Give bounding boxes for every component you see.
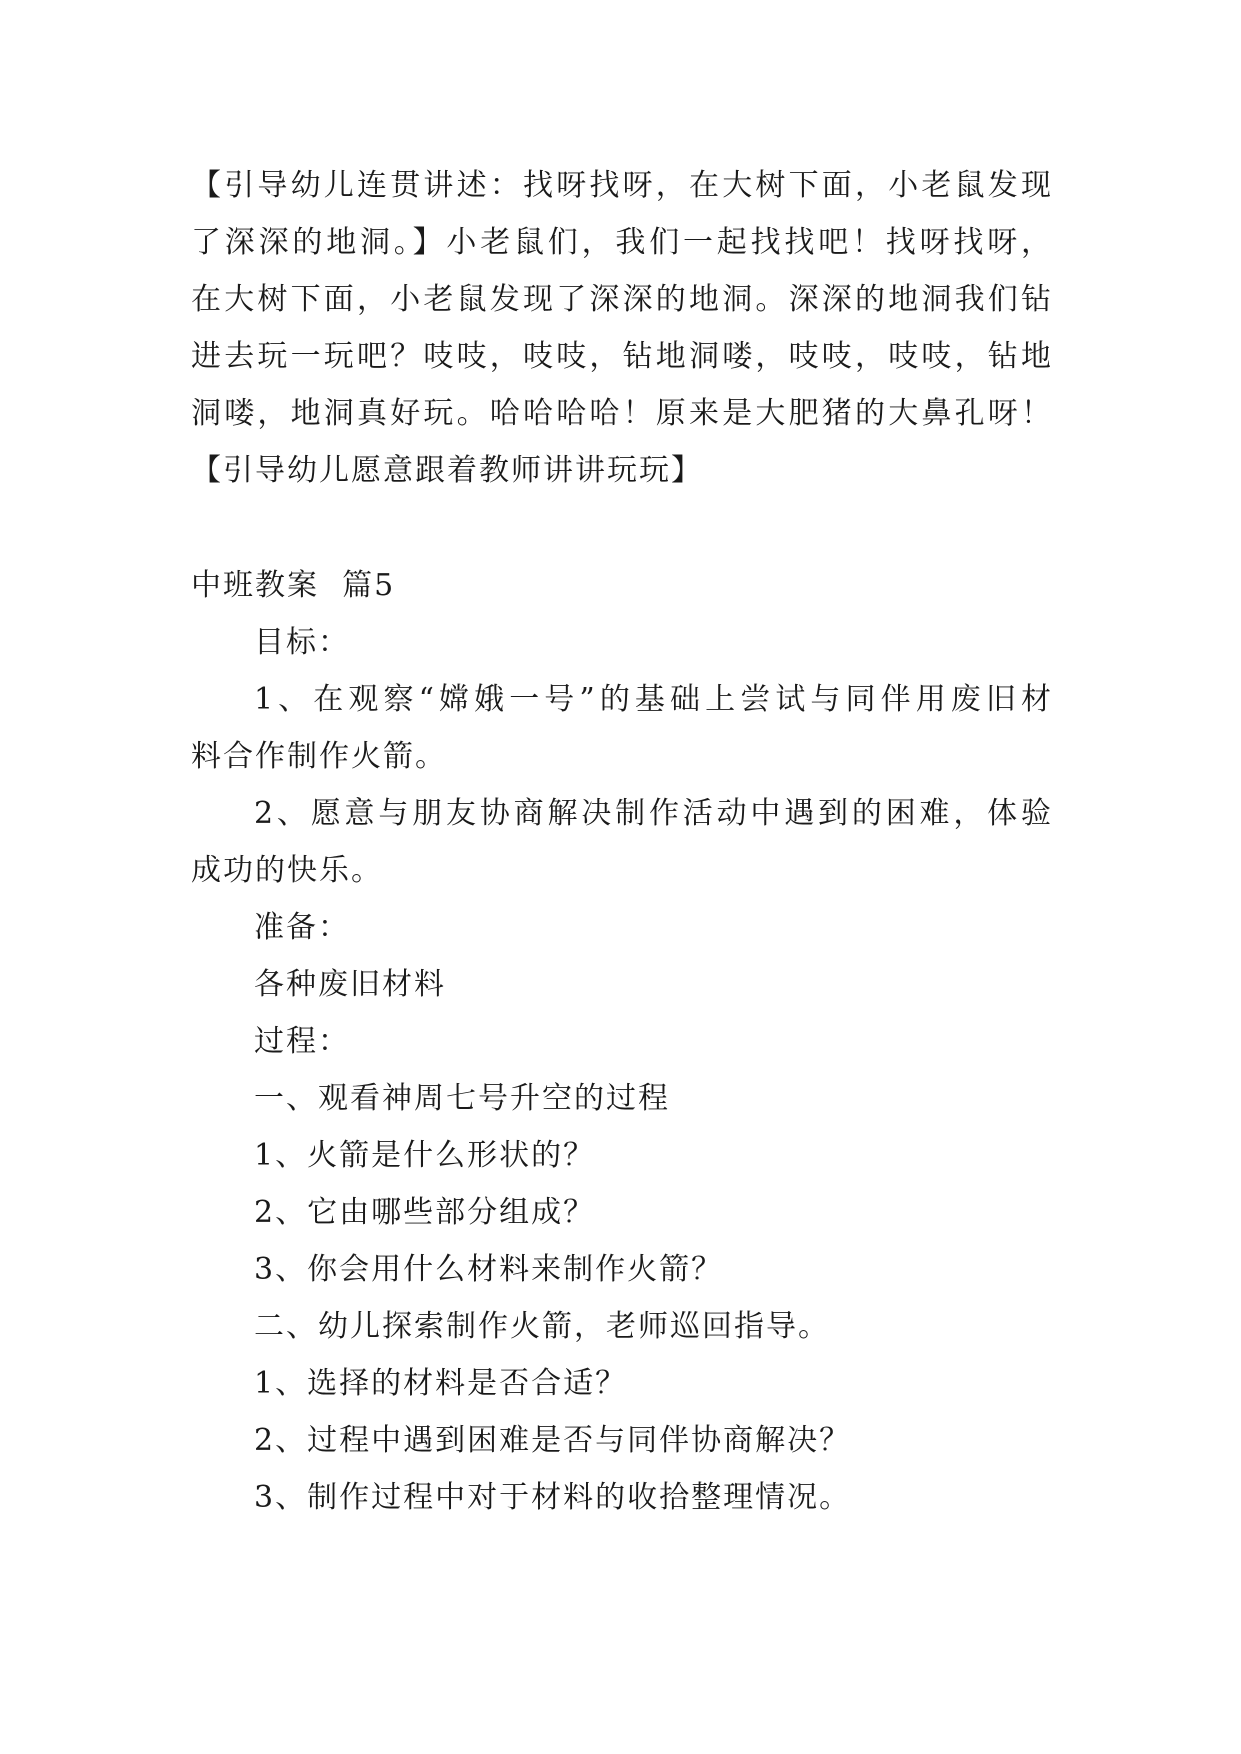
paragraph-line: 在大树下面，小老鼠发现了深深的地洞。深深的地洞我们钻 (191, 282, 1051, 317)
paragraph-line: 进去玩一玩吧？吱吱，吱吱，钻地洞喽，吱吱，吱吱，钻地 (191, 339, 1051, 374)
section-title: 中班教案 篇5 (191, 568, 396, 603)
step-item: 1、选择的材料是否合适？ (254, 1366, 628, 1401)
goal-heading: 目标： (254, 625, 350, 660)
goal-line: 料合作制作火箭。 (191, 739, 447, 774)
step-heading: 二、幼儿探索制作火箭，老师巡回指导。 (254, 1309, 830, 1344)
step-item: 3、制作过程中对于材料的收拾整理情况。 (254, 1480, 852, 1515)
goal-line: 成功的快乐。 (191, 853, 383, 888)
step-item: 2、它由哪些部分组成？ (254, 1195, 596, 1230)
step-item: 1、火箭是什么形状的？ (254, 1138, 596, 1173)
process-heading: 过程： (254, 1024, 350, 1059)
paragraph-line: 了深深的地洞。】小老鼠们，我们一起找找吧！找呀找呀， (191, 225, 1051, 260)
paragraph-line: 洞喽，地洞真好玩。哈哈哈哈！原来是大肥猪的大鼻孔呀！ (191, 396, 1051, 431)
step-item: 2、过程中遇到困难是否与同伴协商解决？ (254, 1423, 852, 1458)
step-heading: 一、观看神周七号升空的过程 (254, 1081, 670, 1116)
goal-line: 1、在观察“嫦娥一号”的基础上尝试与同伴用废旧材 (254, 682, 1051, 717)
goal-line: 2、愿意与朋友协商解决制作活动中遇到的困难，体验 (254, 796, 1051, 831)
prep-text: 各种废旧材料 (254, 967, 446, 1002)
prep-heading: 准备： (254, 910, 350, 945)
paragraph-line: 【引导幼儿连贯讲述：找呀找呀，在大树下面，小老鼠发现 (191, 168, 1051, 203)
step-item: 3、你会用什么材料来制作火箭？ (254, 1252, 724, 1287)
paragraph-line: 【引导幼儿愿意跟着教师讲讲玩玩】 (191, 453, 703, 488)
